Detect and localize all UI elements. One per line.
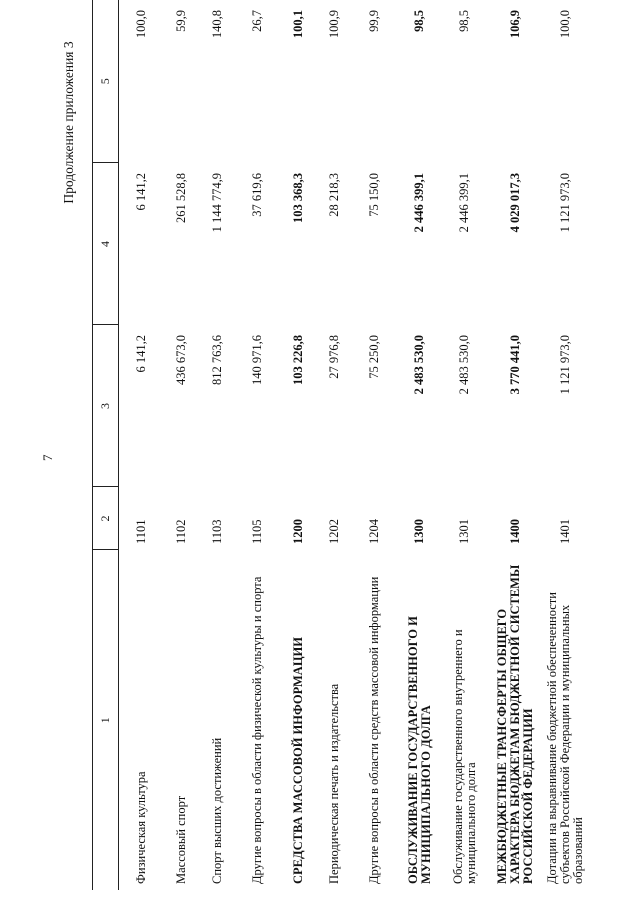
row-percent: 98,5 xyxy=(412,10,426,32)
row-actual-value: 103 368,3 xyxy=(290,173,305,223)
row-plan-value: 3 770 441,0 xyxy=(507,335,522,395)
row-name: МЕЖБЮДЖЕТНЫЕ ТРАНСФЕРТЫ ОБЩЕГО ХАРАКТЕРА БЮДЖЕТАМ БЮДЖЕТНОЙ СИСТЕМЫ РОССИЙСКОЙ ФЕДЕРАЦИИ xyxy=(494,564,535,884)
column-header: 1 xyxy=(93,550,119,890)
table-row xyxy=(316,0,352,890)
appendix-caption: Продолжение приложения 3 xyxy=(61,41,76,204)
row-code: 1200 xyxy=(290,519,305,544)
row-actual-value: 261 528,8 xyxy=(173,173,188,223)
row-actual-value: 4 029 017,3 xyxy=(507,173,522,233)
row-plan-value: 140 971,6 xyxy=(250,335,264,385)
table-row xyxy=(235,0,280,890)
row-actual-value: 2 446 399,1 xyxy=(412,173,426,233)
row-code: 1103 xyxy=(209,519,224,544)
table-row xyxy=(397,0,442,890)
row-code: 1202 xyxy=(326,519,341,544)
column-header: 4 xyxy=(93,163,119,325)
column-header: 5 xyxy=(93,0,119,163)
table-row xyxy=(543,0,588,890)
row-name: Спорт высших достижений xyxy=(209,737,224,884)
row-percent: 100,0 xyxy=(558,10,572,39)
table-row xyxy=(199,0,235,890)
row-percent: 98,5 xyxy=(457,10,471,32)
row-code: 1401 xyxy=(558,519,572,544)
table-row xyxy=(280,0,316,890)
row-plan-value: 436 673,0 xyxy=(173,335,188,385)
row-name: Дотации на выравнивание бюджетной обеспеченности субъектов Российской Федерации и муниципальных образований xyxy=(545,592,585,884)
row-plan-value: 6 141,2 xyxy=(133,335,148,373)
row-actual-value: 1 121 973,0 xyxy=(558,173,572,233)
table-row xyxy=(163,0,199,890)
row-percent: 100,0 xyxy=(133,10,148,39)
row-actual-value: 37 619,6 xyxy=(250,173,264,217)
row-code: 1400 xyxy=(507,519,522,544)
row-percent: 26,7 xyxy=(250,10,264,32)
row-code: 1300 xyxy=(412,519,426,544)
row-code: 1301 xyxy=(457,519,471,544)
row-name: Физическая культура xyxy=(133,771,148,884)
row-plan-value: 27 976,8 xyxy=(326,335,341,379)
page-number: 7 xyxy=(40,454,55,461)
table-header-row xyxy=(93,0,119,890)
table-row xyxy=(442,0,487,890)
row-name: Периодическая печать и издательства xyxy=(326,683,341,884)
row-percent: 59,9 xyxy=(173,10,188,32)
row-name: Массовый спорт xyxy=(173,795,188,884)
row-code: 1204 xyxy=(367,519,381,544)
budget-table xyxy=(92,0,588,890)
column-header: 2 xyxy=(93,487,119,550)
row-plan-value: 75 250,0 xyxy=(367,335,381,379)
row-actual-value: 75 150,0 xyxy=(367,173,381,217)
row-code: 1105 xyxy=(250,519,264,544)
table-row xyxy=(352,0,397,890)
row-percent: 140,8 xyxy=(209,10,224,39)
row-actual-value: 6 141,2 xyxy=(133,173,148,211)
row-percent: 100,9 xyxy=(326,10,341,39)
row-plan-value: 2 483 530,0 xyxy=(457,335,471,395)
row-name: Другие вопросы в области средств массовой информации xyxy=(367,576,381,884)
row-actual-value: 28 218,3 xyxy=(326,173,341,217)
row-name: Другие вопросы в области физической культуры и спорта xyxy=(250,576,264,884)
row-percent: 106,9 xyxy=(507,10,522,39)
table-row xyxy=(119,0,164,890)
column-header: 3 xyxy=(93,325,119,487)
row-name: СРЕДСТВА МАССОВОЙ ИНФОРМАЦИИ xyxy=(290,636,305,884)
table-body xyxy=(119,0,589,890)
row-plan-value: 103 226,8 xyxy=(290,335,305,385)
table-row xyxy=(487,0,543,890)
row-percent: 99,9 xyxy=(367,10,381,32)
row-plan-value: 2 483 530,0 xyxy=(412,335,426,395)
row-name: ОБСЛУЖИВАНИЕ ГОСУДАРСТВЕННОГО И МУНИЦИПАЛЬНОГО ДОЛГА xyxy=(405,616,433,884)
row-actual-value: 1 144 774,9 xyxy=(209,173,224,233)
row-plan-value: 812 763,6 xyxy=(209,335,224,385)
row-plan-value: 1 121 973,0 xyxy=(558,335,572,395)
row-name: Обслуживание государственного внутреннего и муниципального долга xyxy=(450,629,478,884)
row-code: 1101 xyxy=(133,519,148,544)
row-percent: 100,1 xyxy=(290,10,305,39)
row-code: 1102 xyxy=(173,519,188,544)
row-actual-value: 2 446 399,1 xyxy=(457,173,471,233)
